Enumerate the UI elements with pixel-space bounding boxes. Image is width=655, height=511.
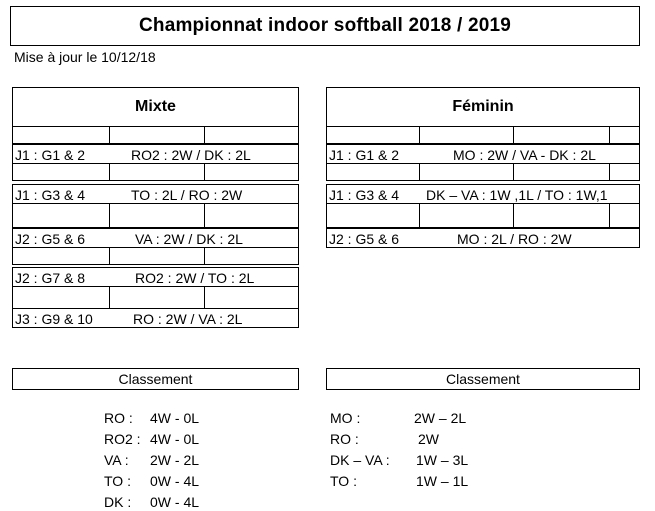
feminin-match-row	[326, 184, 640, 204]
mixte-match-row	[12, 184, 299, 204]
standing-row	[104, 450, 244, 471]
standing-row	[330, 429, 500, 450]
mixte-grid-row	[12, 204, 299, 228]
mixte-match-row	[12, 267, 299, 287]
match-result: MO : 2L / RO : 2W	[457, 231, 572, 247]
standing-row	[104, 429, 244, 450]
feminin-grid-row	[326, 164, 640, 181]
feminin-grid-row	[326, 204, 640, 228]
standing-record: 2W - 2L	[150, 452, 200, 468]
standing-team: RO2 :	[104, 431, 141, 447]
update-date: Mise à jour le 10/12/18	[14, 49, 156, 65]
mixte-match-row	[12, 228, 299, 248]
standing-record: 1W – 3L	[416, 452, 469, 468]
feminin-grid-row	[326, 127, 640, 144]
mixte-header	[12, 87, 299, 127]
classement-title: Classement	[118, 371, 193, 387]
standing-record: 2W	[418, 431, 439, 447]
mixte-grid-row	[12, 287, 299, 309]
match-result: DK – VA : 1W ,1L / TO : 1W,1	[426, 187, 608, 203]
match-result: VA : 2W / DK : 2L	[135, 231, 243, 247]
feminin-header	[326, 87, 640, 127]
match-day: J1 : G3 & 4	[329, 187, 400, 203]
match-day: J1 : G1 & 2	[329, 147, 400, 163]
mixte-standings	[104, 408, 244, 511]
mixte-match-row	[12, 308, 299, 328]
classement-title: Classement	[446, 371, 520, 387]
standing-team: VA :	[104, 452, 129, 468]
mixte-grid-row	[12, 164, 299, 181]
match-day: J1 : G3 & 4	[15, 187, 86, 203]
match-day: J2 : G7 & 8	[15, 270, 86, 286]
title-box	[10, 6, 640, 46]
feminin-title: Féminin	[452, 98, 514, 115]
feminin-match-row	[326, 228, 640, 248]
standing-team: TO :	[330, 473, 357, 489]
match-result: RO2 : 2W / DK : 2L	[131, 147, 251, 163]
mixte-grid-row	[12, 127, 299, 144]
standing-row	[104, 492, 244, 511]
feminin-standings	[330, 408, 500, 492]
match-result: MO : 2W / VA - DK : 2L	[453, 147, 596, 163]
standing-record: 4W - 0L	[150, 410, 200, 426]
standing-record: 1W – 1L	[416, 473, 469, 489]
page-title: Championnat indoor softball 2018 / 2019	[138, 15, 512, 36]
standing-record: 0W - 4L	[150, 473, 200, 489]
match-day: J2 : G5 & 6	[15, 231, 86, 247]
match-result: RO : 2W / VA : 2L	[133, 311, 243, 327]
standing-team: MO :	[330, 410, 361, 426]
standing-row	[330, 408, 500, 429]
standing-record: 2W – 2L	[414, 410, 467, 426]
mixte-match-row	[12, 144, 299, 164]
standing-row	[330, 471, 500, 492]
match-result: RO2 : 2W / TO : 2L	[135, 270, 255, 286]
standing-team: TO :	[104, 473, 131, 489]
feminin-classement-header	[326, 368, 640, 390]
standing-row	[104, 471, 244, 492]
standing-team: RO :	[330, 431, 359, 447]
feminin-match-row	[326, 144, 640, 164]
standing-team: DK – VA :	[330, 452, 390, 468]
match-day: J2 : G5 & 6	[329, 231, 400, 247]
standing-row	[330, 450, 500, 471]
standing-row	[104, 408, 244, 429]
standing-record: 4W - 0L	[150, 431, 200, 447]
mixte-classement-header	[12, 368, 299, 390]
mixte-title: Mixte	[135, 98, 176, 115]
standing-team: RO :	[104, 410, 133, 426]
match-day: J1 : G1 & 2	[15, 147, 86, 163]
standing-team: DK :	[104, 494, 132, 510]
standing-record: 0W - 4L	[150, 494, 200, 510]
match-day: J3 : G9 & 10	[15, 311, 93, 327]
mixte-grid-row	[12, 248, 299, 265]
match-result: TO : 2L / RO : 2W	[131, 187, 243, 203]
